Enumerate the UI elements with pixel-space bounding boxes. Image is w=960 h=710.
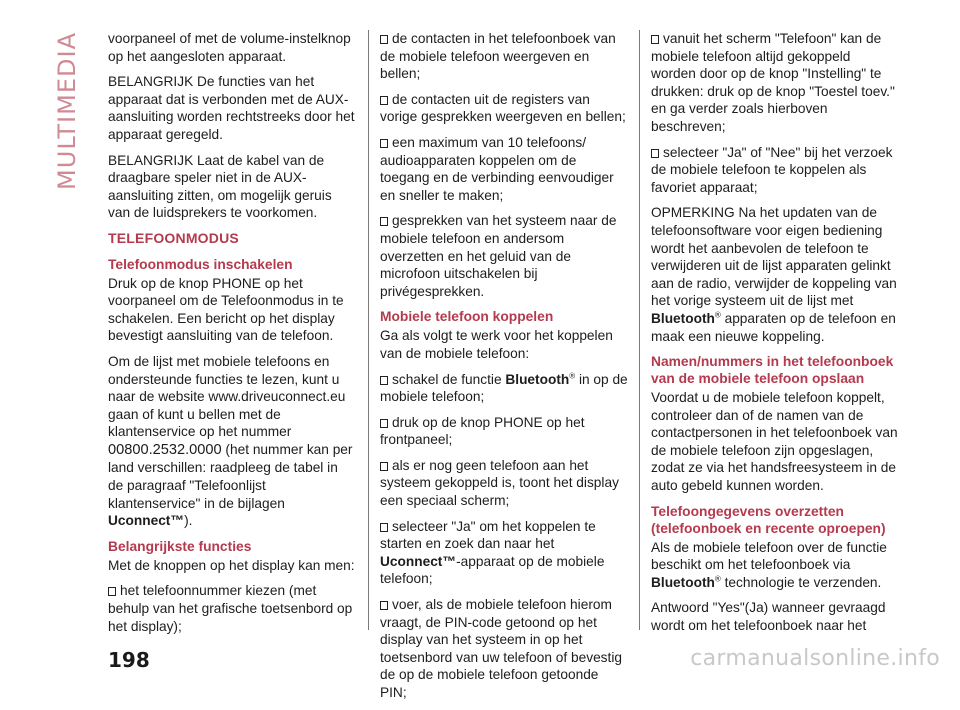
list-item: als er nog geen telefoon aan het systeem gekoppeld is, toont het display een speciaal scherm; [380, 457, 619, 509]
column-1 [108, 30, 356, 643]
checkbox-bullet-icon [380, 96, 388, 105]
text: (het nummer kan per land verschillen: raadpleeg de tabel in de paragraaf "Telefoonlijst klantenservice" in de bijlagen [108, 441, 353, 511]
paragraph: Druk op de knop PHONE op het voorpaneel om de Telefoonmodus in te schakelen. Een bericht op het display bevestigt aansluiting van de telefoon. [108, 275, 344, 344]
list-item: selecteer "Ja" of "Nee" bij het verzoek de mobiele telefoon te koppelen als favoriet apparaat; [651, 144, 893, 195]
checkbox-bullet-icon [380, 139, 388, 148]
text: Om de lijst met mobiele telefoons en ondersteunde functies te lezen, kunt u naar de website www.driveuconnect.eu gaan of kunt u bellen met de klantenservice op het nummer [108, 353, 346, 440]
list-item: vanuit het scherm "Telefoon" kan de mobiele telefoon altijd gekoppeld worden door op de knop "Instelling" te drukken: druk op de knop "Toestel toev." en ga verder zoals hierboven beschreven; [651, 31, 895, 134]
column-3 [651, 30, 899, 643]
subheading: Mobiele telefoon koppelen [380, 309, 554, 325]
watermark: carmanualsonline.info [690, 646, 940, 671]
list-item: selecteer "Ja" om het koppelen te starten en zoek dan naar het Uconnect™-apparaat op de mobiele telefoon; [380, 518, 605, 587]
list-item: voer, als de mobiele telefoon hierom vraagt, de PIN-code getoond op het display van het systeem in op het toetsenbord van uw telefoon of bevestig de op de mobiele telefoon getoonde PIN; [380, 597, 622, 700]
brand-name: Bluetooth [651, 310, 715, 326]
list-item: druk op de knop PHONE op het frontpaneel; [380, 414, 585, 448]
page-number: 198 [108, 648, 150, 672]
side-tab-label: MULTIMEDIA [53, 32, 81, 190]
section-heading: TELEFOONMODUS [108, 229, 239, 246]
brand-name: Uconnect™ [108, 513, 185, 529]
column-divider [639, 30, 640, 630]
subheading: Namen/nummers in het telefoonboek van de mobiele telefoon opslaan [651, 354, 894, 387]
brand-name: Uconnect™ [380, 553, 457, 569]
list-item: gesprekken van het systeem naar de mobiele telefoon en andersom overzetten en het geluid van de microfoon uitschakelen bij privégesprekken. [380, 213, 617, 299]
paragraph: OPMERKING Na het updaten van de telefoonsoftware voor eigen bediening wordt het aanbevolen de telefoon te verwijderen uit de lijst apparaten gelinkt aan de radio, verwijder de koppeling van het vorige systeem uit de lijst met Bluetooth® apparaten op de telefoon en maak een nieuwe koppeling. [651, 205, 897, 344]
phone-number: 00800.2532.0000 [108, 441, 222, 458]
paragraph [108, 353, 356, 530]
paragraph: voorpaneel of met de volume-instelknop op het aangesloten apparaat. [108, 31, 351, 64]
checkbox-bullet-icon [380, 601, 388, 610]
list-item: de contacten uit de registers van vorige gesprekken weergeven en bellen; [380, 91, 626, 125]
list-item: een maximum van 10 telefoons/ audioapparaten koppelen om de toegang en de verbinding eenvoudiger en sneller te maken; [380, 134, 614, 203]
list-item: het telefoonnummer kiezen (met behulp van het grafische toetsenbord op het display); [108, 583, 353, 634]
column-2 [380, 30, 628, 710]
checkbox-bullet-icon [380, 376, 388, 385]
checkbox-bullet-icon [651, 35, 659, 44]
checkbox-bullet-icon [380, 35, 388, 44]
paragraph: Antwoord "Yes"(Ja) wanneer gevraagd wordt om het telefoonboek naar het [651, 600, 886, 634]
paragraph: BELANGRIJK De functies van het apparaat dat is verbonden met de AUX-aansluiting worden rechtstreeks door het apparaat geregeld. [108, 74, 355, 142]
list-item: schakel de functie Bluetooth® in op de mobiele telefoon; [380, 370, 628, 405]
checkbox-bullet-icon [380, 462, 388, 471]
paragraph: Voordat u de mobiele telefoon koppelt, controleer dan of de namen van de contactpersonen in het telefoonboek van de mobiele telefoon zijn opgeslagen, zodat ze via het handsfreesysteem in de auto gebeld kunnen worden. [651, 390, 898, 494]
subheading: Belangrijkste functies [108, 538, 252, 554]
brand-name: Bluetooth [651, 574, 715, 590]
checkbox-bullet-icon [380, 217, 388, 226]
side-tab [52, 32, 82, 190]
checkbox-bullet-icon [380, 419, 388, 428]
checkbox-bullet-icon [651, 149, 659, 158]
paragraph: BELANGRIJK Laat de kabel van de draagbare speler niet in de AUX-aansluiting zitten, om mogelijk geruis van de luidsprekers te voorkomen. [108, 152, 332, 221]
text: ). [184, 513, 193, 529]
subheading: Telefoonmodus inschakelen [108, 256, 293, 272]
paragraph: Als de mobiele telefoon over de functie beschikt om het telefoonboek via Bluetooth® technologie te verzenden. [651, 539, 887, 590]
paragraph: Met de knoppen op het display kan men: [108, 557, 355, 573]
checkbox-bullet-icon [108, 587, 116, 596]
checkbox-bullet-icon [380, 523, 388, 532]
brand-name: Bluetooth [505, 371, 570, 387]
list-item: de contacten in het telefoonboek van de mobiele telefoon weergeven en bellen; [380, 31, 616, 82]
subheading: Telefoongegevens overzetten (telefoonboek en recente oproepen) [651, 503, 886, 536]
column-divider [368, 30, 369, 630]
paragraph: Ga als volgt te werk voor het koppelen van de mobiele telefoon: [380, 328, 613, 361]
